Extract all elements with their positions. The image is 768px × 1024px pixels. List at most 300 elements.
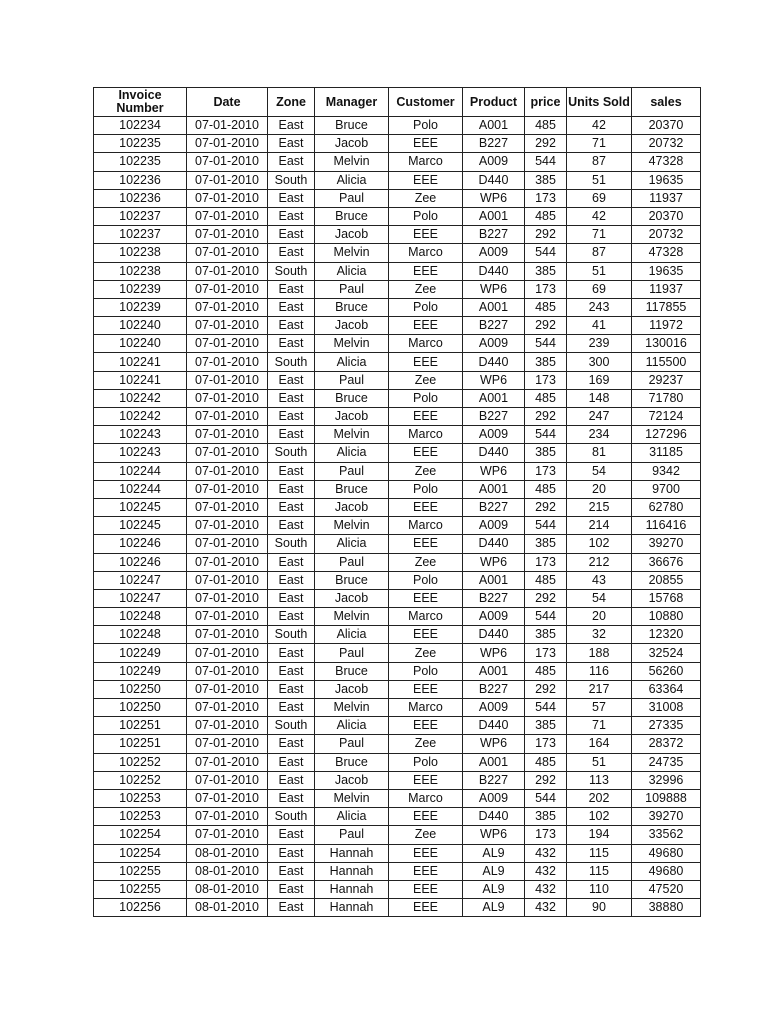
table-row [94,444,701,462]
cell-date: 07-01-2010 [187,735,268,753]
cell-manager: Melvin [315,789,389,807]
cell-units-sold: 102 [567,808,632,826]
cell-zone: South [268,626,315,644]
cell-customer: EEE [389,589,463,607]
cell-invoice-number: 102249 [94,644,187,662]
cell-manager: Jacob [315,408,389,426]
cell-product: A001 [463,207,525,225]
table-row [94,462,701,480]
cell-manager: Melvin [315,608,389,626]
table-row [94,753,701,771]
cell-zone: East [268,298,315,316]
cell-invoice-number: 102246 [94,535,187,553]
header-zone: Zone [268,88,315,117]
cell-invoice-number: 102251 [94,717,187,735]
cell-product: A009 [463,517,525,535]
cell-product: A009 [463,153,525,171]
cell-zone: South [268,444,315,462]
cell-sales: 117855 [632,298,701,316]
cell-zone: East [268,389,315,407]
cell-customer: Marco [389,426,463,444]
cell-units-sold: 43 [567,571,632,589]
table-row [94,771,701,789]
cell-manager: Hannah [315,880,389,898]
cell-sales: 19635 [632,171,701,189]
cell-manager: Alicia [315,535,389,553]
cell-invoice-number: 102248 [94,626,187,644]
table-row [94,226,701,244]
cell-price: 173 [525,189,567,207]
cell-date: 07-01-2010 [187,680,268,698]
cell-zone: East [268,153,315,171]
cell-manager: Alicia [315,626,389,644]
cell-product: D440 [463,171,525,189]
cell-price: 485 [525,389,567,407]
cell-manager: Bruce [315,662,389,680]
cell-product: A001 [463,389,525,407]
cell-product: A009 [463,426,525,444]
cell-date: 07-01-2010 [187,226,268,244]
cell-sales: 20855 [632,571,701,589]
cell-price: 173 [525,280,567,298]
cell-product: B227 [463,408,525,426]
cell-date: 07-01-2010 [187,389,268,407]
cell-price: 544 [525,426,567,444]
cell-units-sold: 212 [567,553,632,571]
cell-invoice-number: 102239 [94,298,187,316]
cell-units-sold: 51 [567,753,632,771]
cell-manager: Bruce [315,207,389,225]
cell-sales: 11937 [632,189,701,207]
cell-date: 07-01-2010 [187,353,268,371]
cell-date: 08-01-2010 [187,880,268,898]
cell-invoice-number: 102236 [94,189,187,207]
cell-product: WP6 [463,280,525,298]
table-row [94,862,701,880]
table-row [94,589,701,607]
cell-price: 292 [525,498,567,516]
table-row [94,426,701,444]
table-row [94,517,701,535]
cell-units-sold: 115 [567,844,632,862]
cell-sales: 11972 [632,317,701,335]
cell-price: 544 [525,517,567,535]
table-row [94,662,701,680]
cell-invoice-number: 102242 [94,408,187,426]
cell-zone: East [268,753,315,771]
cell-price: 385 [525,626,567,644]
cell-manager: Jacob [315,226,389,244]
cell-manager: Alicia [315,171,389,189]
cell-units-sold: 234 [567,426,632,444]
cell-invoice-number: 102253 [94,789,187,807]
cell-price: 292 [525,226,567,244]
cell-sales: 9700 [632,480,701,498]
cell-units-sold: 215 [567,498,632,516]
cell-manager: Alicia [315,717,389,735]
cell-date: 07-01-2010 [187,626,268,644]
cell-sales: 24735 [632,753,701,771]
cell-zone: East [268,135,315,153]
cell-invoice-number: 102243 [94,426,187,444]
cell-product: A001 [463,662,525,680]
cell-date: 07-01-2010 [187,153,268,171]
cell-zone: East [268,862,315,880]
cell-customer: EEE [389,844,463,862]
cell-manager: Bruce [315,117,389,135]
cell-date: 07-01-2010 [187,589,268,607]
cell-customer: EEE [389,226,463,244]
cell-invoice-number: 102248 [94,608,187,626]
cell-manager: Jacob [315,589,389,607]
cell-units-sold: 300 [567,353,632,371]
table-row [94,699,701,717]
cell-manager: Bruce [315,389,389,407]
cell-price: 173 [525,553,567,571]
table-row [94,498,701,516]
table-row [94,153,701,171]
cell-manager: Hannah [315,844,389,862]
cell-manager: Jacob [315,771,389,789]
cell-zone: East [268,517,315,535]
table-row [94,117,701,135]
cell-zone: East [268,789,315,807]
cell-price: 544 [525,608,567,626]
cell-customer: Polo [389,298,463,316]
cell-manager: Melvin [315,335,389,353]
cell-price: 385 [525,444,567,462]
cell-product: A001 [463,571,525,589]
cell-units-sold: 71 [567,226,632,244]
cell-price: 385 [525,353,567,371]
cell-zone: East [268,735,315,753]
table-row [94,371,701,389]
cell-product: A001 [463,480,525,498]
cell-manager: Melvin [315,517,389,535]
cell-date: 08-01-2010 [187,899,268,917]
cell-sales: 39270 [632,535,701,553]
cell-sales: 49680 [632,862,701,880]
cell-sales: 47328 [632,153,701,171]
cell-sales: 20732 [632,226,701,244]
table-row [94,644,701,662]
cell-zone: South [268,535,315,553]
cell-product: A009 [463,699,525,717]
cell-customer: Zee [389,644,463,662]
cell-sales: 115500 [632,353,701,371]
cell-sales: 31008 [632,699,701,717]
cell-price: 544 [525,244,567,262]
cell-price: 432 [525,862,567,880]
cell-date: 07-01-2010 [187,644,268,662]
cell-price: 385 [525,262,567,280]
cell-date: 07-01-2010 [187,280,268,298]
cell-customer: Zee [389,462,463,480]
cell-zone: South [268,262,315,280]
cell-price: 173 [525,826,567,844]
cell-price: 485 [525,480,567,498]
cell-sales: 27335 [632,717,701,735]
cell-date: 07-01-2010 [187,717,268,735]
cell-units-sold: 71 [567,717,632,735]
table-row [94,317,701,335]
cell-sales: 62780 [632,498,701,516]
cell-customer: EEE [389,717,463,735]
cell-product: B227 [463,680,525,698]
cell-units-sold: 87 [567,244,632,262]
cell-sales: 72124 [632,408,701,426]
cell-zone: East [268,498,315,516]
cell-invoice-number: 102241 [94,371,187,389]
table-row [94,353,701,371]
cell-zone: East [268,880,315,898]
cell-date: 07-01-2010 [187,789,268,807]
cell-customer: Polo [389,753,463,771]
cell-manager: Bruce [315,753,389,771]
cell-invoice-number: 102243 [94,444,187,462]
table-row [94,880,701,898]
cell-date: 08-01-2010 [187,862,268,880]
cell-customer: Polo [389,571,463,589]
cell-price: 385 [525,808,567,826]
cell-product: D440 [463,353,525,371]
cell-date: 07-01-2010 [187,117,268,135]
cell-zone: East [268,226,315,244]
table-body [94,117,701,917]
cell-invoice-number: 102241 [94,353,187,371]
cell-manager: Alicia [315,808,389,826]
table-row [94,298,701,316]
cell-units-sold: 116 [567,662,632,680]
cell-units-sold: 69 [567,280,632,298]
cell-units-sold: 57 [567,699,632,717]
cell-date: 07-01-2010 [187,771,268,789]
cell-product: AL9 [463,880,525,898]
cell-units-sold: 169 [567,371,632,389]
cell-units-sold: 42 [567,117,632,135]
table-row [94,717,701,735]
table-row [94,335,701,353]
table-row [94,280,701,298]
cell-units-sold: 87 [567,153,632,171]
cell-date: 07-01-2010 [187,298,268,316]
cell-zone: East [268,480,315,498]
cell-customer: Polo [389,389,463,407]
cell-invoice-number: 102245 [94,498,187,516]
cell-date: 07-01-2010 [187,171,268,189]
cell-product: B227 [463,226,525,244]
cell-sales: 39270 [632,808,701,826]
cell-units-sold: 69 [567,189,632,207]
cell-product: AL9 [463,862,525,880]
cell-invoice-number: 102242 [94,389,187,407]
cell-invoice-number: 102255 [94,880,187,898]
cell-customer: EEE [389,880,463,898]
cell-price: 292 [525,680,567,698]
cell-date: 07-01-2010 [187,189,268,207]
table-row [94,262,701,280]
cell-units-sold: 32 [567,626,632,644]
cell-customer: EEE [389,444,463,462]
cell-customer: Marco [389,335,463,353]
cell-product: WP6 [463,644,525,662]
cell-date: 07-01-2010 [187,535,268,553]
cell-customer: EEE [389,353,463,371]
cell-date: 07-01-2010 [187,498,268,516]
cell-customer: Zee [389,280,463,298]
cell-zone: East [268,462,315,480]
cell-customer: Marco [389,699,463,717]
cell-units-sold: 217 [567,680,632,698]
cell-customer: Polo [389,207,463,225]
cell-product: WP6 [463,462,525,480]
cell-date: 07-01-2010 [187,262,268,280]
cell-customer: EEE [389,171,463,189]
cell-zone: East [268,244,315,262]
cell-sales: 31185 [632,444,701,462]
cell-manager: Melvin [315,426,389,444]
cell-sales: 15768 [632,589,701,607]
cell-invoice-number: 102247 [94,589,187,607]
cell-zone: East [268,280,315,298]
cell-date: 07-01-2010 [187,135,268,153]
cell-manager: Alicia [315,262,389,280]
cell-date: 07-01-2010 [187,371,268,389]
cell-sales: 71780 [632,389,701,407]
cell-sales: 10880 [632,608,701,626]
cell-manager: Paul [315,371,389,389]
cell-customer: Polo [389,117,463,135]
cell-date: 07-01-2010 [187,462,268,480]
cell-product: A001 [463,298,525,316]
cell-units-sold: 148 [567,389,632,407]
cell-units-sold: 42 [567,207,632,225]
header-customer: Customer [389,88,463,117]
cell-product: A009 [463,608,525,626]
cell-product: AL9 [463,899,525,917]
cell-manager: Jacob [315,680,389,698]
table-row [94,408,701,426]
cell-date: 07-01-2010 [187,317,268,335]
cell-zone: East [268,426,315,444]
cell-product: AL9 [463,844,525,862]
cell-sales: 28372 [632,735,701,753]
cell-manager: Melvin [315,699,389,717]
cell-product: A009 [463,335,525,353]
cell-date: 07-01-2010 [187,444,268,462]
cell-invoice-number: 102255 [94,862,187,880]
cell-invoice-number: 102250 [94,680,187,698]
cell-product: B227 [463,317,525,335]
cell-zone: East [268,844,315,862]
cell-zone: East [268,608,315,626]
cell-zone: East [268,662,315,680]
cell-price: 173 [525,462,567,480]
cell-invoice-number: 102244 [94,462,187,480]
cell-zone: East [268,408,315,426]
cell-product: B227 [463,135,525,153]
cell-sales: 36676 [632,553,701,571]
cell-zone: East [268,553,315,571]
cell-invoice-number: 102245 [94,517,187,535]
cell-zone: East [268,589,315,607]
cell-sales: 20370 [632,117,701,135]
cell-price: 292 [525,771,567,789]
cell-product: B227 [463,498,525,516]
cell-units-sold: 164 [567,735,632,753]
cell-customer: EEE [389,771,463,789]
cell-customer: Zee [389,826,463,844]
cell-invoice-number: 102252 [94,753,187,771]
cell-manager: Hannah [315,862,389,880]
cell-sales: 20732 [632,135,701,153]
cell-units-sold: 41 [567,317,632,335]
cell-units-sold: 115 [567,862,632,880]
cell-manager: Jacob [315,317,389,335]
cell-units-sold: 110 [567,880,632,898]
cell-date: 07-01-2010 [187,662,268,680]
cell-price: 485 [525,117,567,135]
cell-manager: Bruce [315,480,389,498]
cell-customer: Zee [389,735,463,753]
cell-customer: EEE [389,317,463,335]
header-units-sold: Units Sold [567,88,632,117]
cell-zone: East [268,899,315,917]
table-row [94,808,701,826]
cell-units-sold: 239 [567,335,632,353]
cell-manager: Jacob [315,498,389,516]
cell-invoice-number: 102246 [94,553,187,571]
header-sales: sales [632,88,701,117]
table-row [94,244,701,262]
cell-sales: 12320 [632,626,701,644]
table-row [94,826,701,844]
cell-product: A009 [463,789,525,807]
table-row [94,553,701,571]
cell-product: WP6 [463,371,525,389]
cell-invoice-number: 102234 [94,117,187,135]
table-row [94,899,701,917]
cell-customer: EEE [389,262,463,280]
cell-customer: Zee [389,553,463,571]
cell-invoice-number: 102239 [94,280,187,298]
cell-product: D440 [463,808,525,826]
cell-date: 07-01-2010 [187,553,268,571]
cell-zone: East [268,117,315,135]
cell-date: 07-01-2010 [187,335,268,353]
cell-zone: East [268,189,315,207]
cell-invoice-number: 102238 [94,244,187,262]
cell-product: D440 [463,626,525,644]
cell-price: 173 [525,735,567,753]
cell-customer: EEE [389,808,463,826]
cell-sales: 63364 [632,680,701,698]
cell-date: 07-01-2010 [187,826,268,844]
cell-date: 07-01-2010 [187,608,268,626]
cell-invoice-number: 102237 [94,226,187,244]
cell-price: 385 [525,717,567,735]
cell-sales: 56260 [632,662,701,680]
cell-date: 07-01-2010 [187,517,268,535]
header-row [94,88,701,117]
cell-customer: EEE [389,680,463,698]
cell-sales: 32996 [632,771,701,789]
cell-manager: Paul [315,553,389,571]
cell-manager: Alicia [315,353,389,371]
header-invoice-number: Invoice Number [94,88,187,117]
cell-zone: East [268,680,315,698]
cell-manager: Paul [315,735,389,753]
